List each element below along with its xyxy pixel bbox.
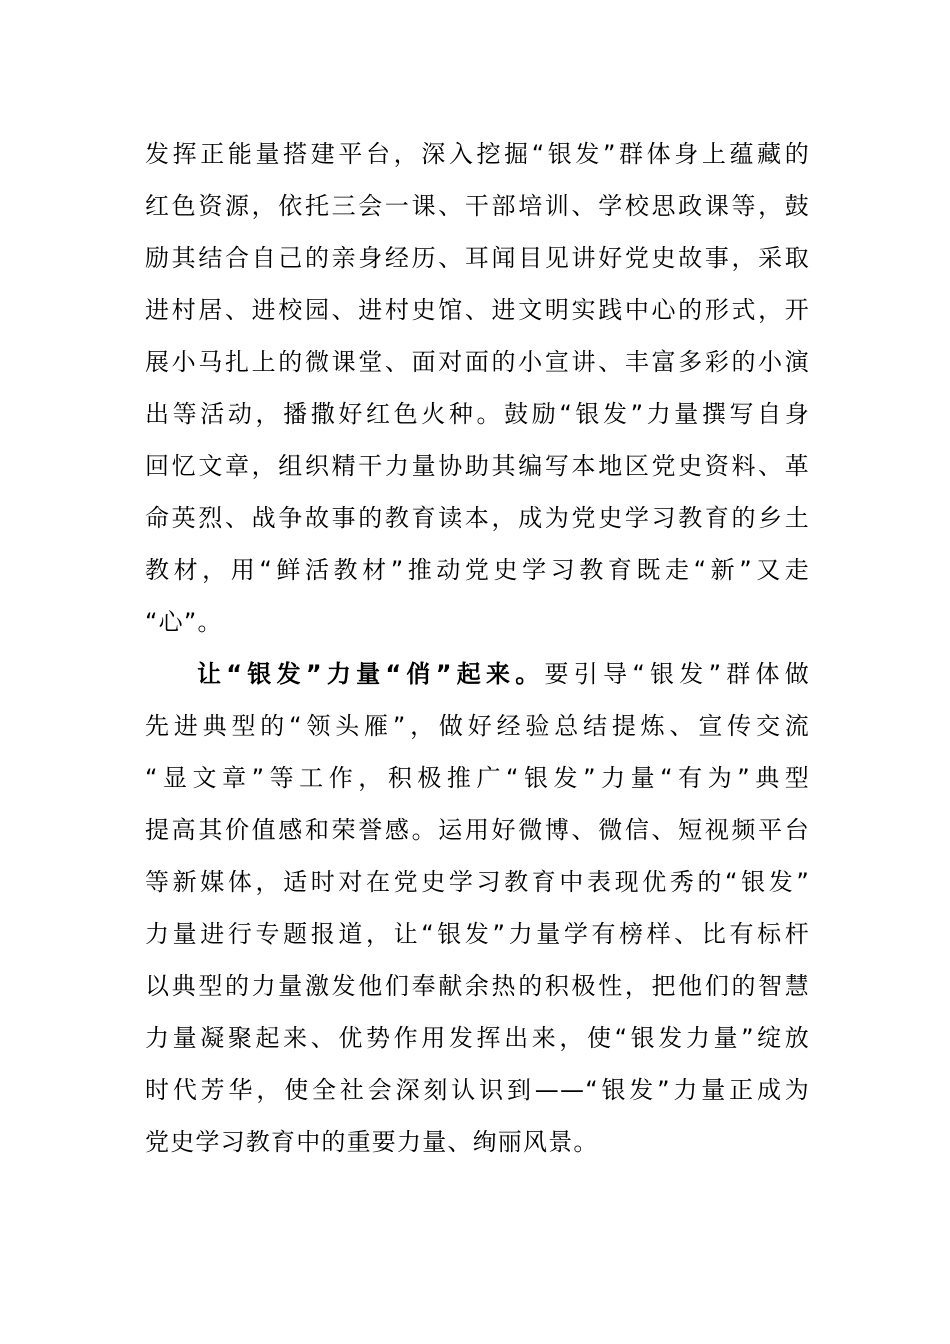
text-line: 先进典型的“领头雁”，做好经验总结提炼、宣传交流 xyxy=(145,712,810,740)
text-line: 展小马扎上的微课堂、面对面的小宣讲、丰富多彩的小演 xyxy=(145,348,810,376)
text-line: 进村居、进校园、进村史馆、进文明实践中心的形式，开 xyxy=(145,296,810,324)
text-line: 力量进行专题报道，让“银发”力量学有榜样、比有标杆 xyxy=(145,920,810,948)
paragraph-1 xyxy=(145,128,810,648)
text-line: “显文章”等工作，积极推广“银发”力量“有为”典型 xyxy=(145,764,810,792)
text-run: 要引导“银发”群体做 xyxy=(544,660,810,688)
document-body xyxy=(145,128,810,1168)
text-line: 党史学习教育中的重要力量、绚丽风景。 xyxy=(145,1128,599,1156)
text-line: 命英烈、战争故事的教育读本，成为党史学习教育的乡土 xyxy=(145,504,810,532)
text-line: 等新媒体，适时对在党史学习教育中表现优秀的“银发” xyxy=(145,868,810,896)
text-line: 时代芳华，使全社会深刻认识到——“银发”力量正成为 xyxy=(145,1076,810,1104)
text-line: “心”。 xyxy=(145,608,223,636)
paragraph-first-line xyxy=(145,648,810,700)
text-line: 提高其价值感和荣誉感。运用好微博、微信、短视频平台 xyxy=(145,816,810,844)
paragraph-heading: 让“银发”力量“俏”起来。 xyxy=(197,660,545,688)
text-line: 励其结合自己的亲身经历、耳闻目见讲好党史故事，采取 xyxy=(145,244,810,272)
text-line: 以典型的力量激发他们奉献余热的积极性，把他们的智慧 xyxy=(145,972,810,1000)
text-line: 出等活动，播撒好红色火种。鼓励“银发”力量撰写自身 xyxy=(145,400,810,428)
text-line: 力量凝聚起来、优势作用发挥出来，使“银发力量”绽放 xyxy=(145,1024,810,1052)
text-line: 发挥正能量搭建平台，深入挖掘“银发”群体身上蕴藏的 xyxy=(145,140,810,168)
text-line: 回忆文章，组织精干力量协助其编写本地区党史资料、革 xyxy=(145,452,810,480)
text-line: 教材，用“鲜活教材”推动党史学习教育既走“新”又走 xyxy=(145,556,810,584)
paragraph-2 xyxy=(145,648,810,1168)
text-line: 红色资源，依托三会一课、干部培训、学校思政课等，鼓 xyxy=(145,192,810,220)
